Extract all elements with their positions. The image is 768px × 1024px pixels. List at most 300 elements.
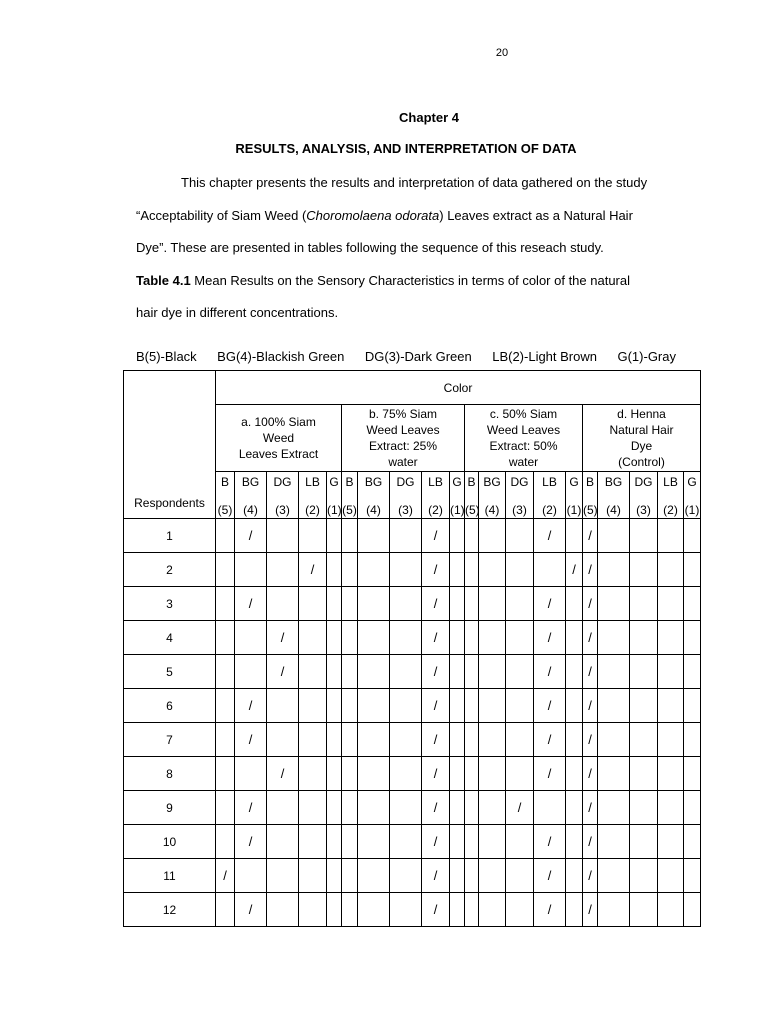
subcolumn-header: [358, 472, 390, 519]
check-mark: /: [310, 562, 315, 577]
rating-cell: [598, 689, 630, 723]
rating-cell: [658, 757, 684, 791]
rating-cell: [566, 587, 583, 621]
subcolumn-header: [299, 472, 327, 519]
rating-cell: [450, 825, 465, 859]
rating-cell: [630, 893, 658, 927]
rating-cell: [465, 757, 479, 791]
subcolumn-label: DG: [396, 475, 415, 489]
subcolumn-label: LB: [428, 475, 443, 489]
rating-cell: [465, 587, 479, 621]
rating-cell: [658, 689, 684, 723]
rating-cell: [598, 859, 630, 893]
subcolumn-value: (5): [342, 503, 357, 517]
rating-cell: [327, 621, 342, 655]
page-number: 20: [495, 47, 509, 59]
subcolumn-label: BG: [241, 475, 260, 489]
rating-cell: [342, 825, 358, 859]
rating-cell: [465, 655, 479, 689]
check-mark: /: [517, 800, 522, 815]
subcolumn-value: (2): [305, 503, 320, 517]
rating-cell: [534, 791, 566, 825]
rating-cell: [684, 791, 701, 825]
subcolumn-label: BG: [483, 475, 501, 489]
check-mark: /: [588, 732, 592, 747]
subcolumn-label: DG: [634, 475, 653, 489]
check-mark: /: [547, 834, 552, 849]
rating-cell: [235, 621, 267, 655]
rating-cell: [658, 825, 684, 859]
rating-cell: [583, 893, 598, 927]
rating-cell: [583, 519, 598, 553]
rating-cell: [658, 519, 684, 553]
check-mark: /: [248, 800, 253, 815]
rating-cell: [450, 689, 465, 723]
check-mark: /: [588, 528, 592, 543]
group-header-line: Extract: 50%: [489, 439, 558, 453]
subcolumn-header: [566, 472, 583, 519]
rating-cell: [390, 519, 422, 553]
check-mark: /: [588, 630, 592, 645]
rating-cell: [327, 689, 342, 723]
rating-cell: [598, 825, 630, 859]
rating-cell: [422, 791, 450, 825]
rating-cell: [422, 553, 450, 587]
check-mark: /: [433, 698, 438, 713]
respondents-header: Respondents: [124, 371, 216, 519]
check-mark: /: [547, 528, 552, 543]
rating-cell: [235, 587, 267, 621]
rating-cell: [630, 621, 658, 655]
rating-cell: [479, 859, 506, 893]
subcolumn-value: (2): [542, 503, 557, 517]
rating-cell: [566, 825, 583, 859]
color-header: Color: [216, 371, 701, 405]
rating-cell: [658, 791, 684, 825]
rating-cell: [450, 587, 465, 621]
rating-cell: [630, 655, 658, 689]
rating-cell: [216, 655, 235, 689]
rating-cell: [216, 893, 235, 927]
subcolumn-label: LB: [663, 475, 678, 489]
rating-cell: [630, 791, 658, 825]
rating-cell: [684, 825, 701, 859]
respondent-number: 8: [124, 757, 216, 791]
rating-cell: [327, 553, 342, 587]
respondent-number: 11: [124, 859, 216, 893]
table-row: [124, 757, 701, 791]
subcolumn-header: [327, 472, 342, 519]
check-mark: /: [433, 902, 438, 917]
subcolumn-header: [684, 472, 701, 519]
rating-cell: [479, 723, 506, 757]
rating-cell: [684, 553, 701, 587]
group-header-line: c. 50% Siam: [489, 407, 558, 421]
table-caption-line-1: [136, 273, 676, 288]
table-row: [124, 689, 701, 723]
rating-cell: [390, 655, 422, 689]
group-header-line: Dye: [630, 439, 653, 453]
subcolumn-value: (5): [583, 503, 598, 517]
subcolumn-label: LB: [542, 475, 557, 489]
subcolumn-value: (3): [512, 503, 527, 517]
rating-cell: [422, 587, 450, 621]
subcolumn-label: B: [467, 475, 476, 489]
subcolumn-label: B: [585, 475, 594, 489]
rating-cell: [342, 791, 358, 825]
rating-cell: [216, 519, 235, 553]
rating-cell: [450, 655, 465, 689]
rating-cell: [465, 791, 479, 825]
table-row: [124, 791, 701, 825]
check-mark: /: [280, 766, 285, 781]
respondent-number: 4: [124, 621, 216, 655]
rating-cell: [598, 723, 630, 757]
rating-cell: [235, 689, 267, 723]
rating-cell: [216, 621, 235, 655]
subcolumn-header: [216, 472, 235, 519]
check-mark: /: [588, 664, 592, 679]
rating-cell: [422, 621, 450, 655]
rating-cell: [566, 689, 583, 723]
check-mark: /: [588, 766, 592, 781]
check-mark: /: [588, 562, 592, 577]
rating-cell: [566, 757, 583, 791]
rating-cell: [216, 791, 235, 825]
respondent-number: 3: [124, 587, 216, 621]
rating-cell: [658, 893, 684, 927]
check-mark: /: [588, 800, 592, 815]
subcolumn-header: [479, 472, 506, 519]
subcolumn-label: G: [452, 475, 462, 489]
rating-cell: [450, 893, 465, 927]
rating-cell: [327, 587, 342, 621]
rating-cell: [506, 723, 534, 757]
color-results-table: [123, 370, 701, 927]
rating-cell: [465, 859, 479, 893]
rating-cell: [506, 757, 534, 791]
group-header-line: Weed: [262, 431, 295, 445]
subcolumn-value: (4): [243, 503, 258, 517]
subcolumn-header: [267, 472, 299, 519]
subcolumn-label: DG: [510, 475, 529, 489]
rating-cell: [235, 553, 267, 587]
rating-cell: [422, 859, 450, 893]
rating-cell: [583, 723, 598, 757]
rating-cell: [450, 757, 465, 791]
rating-cell: [358, 519, 390, 553]
group-header-line: Weed Leaves: [486, 423, 561, 437]
rating-cell: [534, 553, 566, 587]
rating-cell: [299, 689, 327, 723]
rating-cell: [479, 621, 506, 655]
respondent-number: 9: [124, 791, 216, 825]
rating-cell: [216, 723, 235, 757]
rating-cell: [235, 723, 267, 757]
rating-cell: [390, 689, 422, 723]
rating-cell: [327, 519, 342, 553]
table-row: [124, 553, 701, 587]
rating-cell: [358, 621, 390, 655]
rating-cell: [235, 757, 267, 791]
legend-blackish-green: BG(4)-Blackish Green: [217, 349, 345, 364]
respondent-number: 1: [124, 519, 216, 553]
intro-line-1: [136, 175, 676, 190]
rating-cell: [216, 859, 235, 893]
rating-cell: [465, 621, 479, 655]
subcolumn-label: DG: [273, 475, 292, 489]
subcolumn-header: [342, 472, 358, 519]
rating-cell: [450, 519, 465, 553]
rating-cell: [450, 723, 465, 757]
chapter-title: Chapter 4: [399, 110, 459, 125]
table-row: [124, 825, 701, 859]
subcolumn-value: (1): [684, 503, 700, 517]
rating-cell: [630, 689, 658, 723]
rating-cell: [267, 893, 299, 927]
table-row: [124, 859, 701, 893]
rating-cell: [630, 553, 658, 587]
rating-cell: [235, 859, 267, 893]
check-mark: /: [248, 596, 253, 611]
rating-cell: [598, 791, 630, 825]
rating-cell: [684, 723, 701, 757]
rating-cell: [598, 553, 630, 587]
subcolumn-value: (5): [217, 503, 233, 517]
rating-cell: [342, 587, 358, 621]
check-mark: /: [572, 562, 576, 577]
check-mark: /: [588, 698, 592, 713]
rating-cell: [358, 859, 390, 893]
rating-cell: [342, 519, 358, 553]
rating-cell: [422, 519, 450, 553]
subcolumn-label: BG: [604, 475, 623, 489]
rating-cell: [299, 519, 327, 553]
subcolumn-value: (1): [566, 503, 582, 517]
rating-cell: [566, 723, 583, 757]
rating-cell: [450, 621, 465, 655]
rating-cell: [342, 689, 358, 723]
rating-cell: [506, 587, 534, 621]
rating-cell: [534, 893, 566, 927]
subcolumn-value: (4): [484, 503, 500, 517]
rating-cell: [598, 621, 630, 655]
respondent-number: 12: [124, 893, 216, 927]
subcolumn-label: G: [569, 475, 579, 489]
subcolumn-header: [506, 472, 534, 519]
rating-cell: [216, 825, 235, 859]
rating-cell: [506, 519, 534, 553]
rating-cell: [479, 587, 506, 621]
rating-cell: [327, 723, 342, 757]
intro-line-3: Dye”. These are presented in tables following the sequence of this reseach study.: [136, 240, 604, 255]
rating-cell: [422, 825, 450, 859]
group-header-line: Extract: 25%: [368, 439, 438, 453]
rating-cell: [216, 757, 235, 791]
subcolumn-value: (2): [663, 503, 678, 517]
rating-cell: [583, 655, 598, 689]
rating-cell: [422, 655, 450, 689]
rating-cell: [342, 553, 358, 587]
rating-cell: [299, 587, 327, 621]
rating-cell: [534, 757, 566, 791]
subcolumn-header: [422, 472, 450, 519]
rating-cell: [465, 825, 479, 859]
check-mark: /: [433, 528, 438, 543]
subcolumn-header: [630, 472, 658, 519]
rating-cell: [630, 519, 658, 553]
table-caption-text-2: hair dye in different concentrations.: [136, 305, 339, 320]
rating-cell: [299, 791, 327, 825]
rating-cell: [235, 655, 267, 689]
subcolumn-value: (4): [606, 503, 621, 517]
rating-cell: [358, 825, 390, 859]
table-row: [124, 587, 701, 621]
rating-cell: [506, 893, 534, 927]
check-mark: /: [588, 834, 592, 849]
check-mark: /: [280, 664, 285, 679]
group-header-line: (Control): [618, 455, 665, 469]
rating-cell: [583, 757, 598, 791]
rating-cell: [598, 655, 630, 689]
rating-cell: [583, 621, 598, 655]
check-mark: /: [433, 868, 438, 883]
subcolumn-header: [658, 472, 684, 519]
rating-cell: [390, 621, 422, 655]
rating-cell: [534, 859, 566, 893]
rating-cell: [327, 757, 342, 791]
rating-cell: [506, 655, 534, 689]
subcolumn-header: [450, 472, 465, 519]
table-caption-text-1: Mean Results on the Sensory Characteristics in terms of color of the natural: [190, 273, 630, 288]
group-header-line: water: [508, 455, 539, 469]
check-mark: /: [547, 732, 552, 747]
legend-black: B(5)-Black: [136, 349, 197, 364]
rating-cell: [479, 825, 506, 859]
check-mark: /: [280, 630, 285, 645]
rating-cell: [390, 893, 422, 927]
rating-cell: [534, 655, 566, 689]
subcolumn-label: G: [687, 475, 697, 489]
rating-cell: [684, 655, 701, 689]
rating-cell: [465, 519, 479, 553]
check-mark: /: [248, 902, 253, 917]
group-header-1: [342, 405, 465, 472]
rating-cell: [267, 553, 299, 587]
rating-cell: [422, 893, 450, 927]
rating-cell: [267, 689, 299, 723]
rating-cell: [267, 791, 299, 825]
check-mark: /: [433, 664, 438, 679]
rating-cell: [479, 519, 506, 553]
table-row: [124, 893, 701, 927]
rating-cell: [299, 723, 327, 757]
rating-cell: [327, 893, 342, 927]
rating-cell: [235, 893, 267, 927]
rating-cell: [342, 757, 358, 791]
rating-cell: [534, 621, 566, 655]
rating-cell: [267, 859, 299, 893]
rating-cell: [566, 519, 583, 553]
rating-cell: [566, 893, 583, 927]
check-mark: /: [547, 664, 552, 679]
group-header-line: water: [388, 455, 418, 469]
rating-cell: [479, 689, 506, 723]
rating-cell: [299, 893, 327, 927]
table-row: [124, 723, 701, 757]
rating-cell: [390, 859, 422, 893]
rating-cell: [342, 621, 358, 655]
check-mark: /: [547, 902, 552, 917]
rating-cell: [566, 859, 583, 893]
subcolumn-value: (5): [465, 503, 480, 517]
table-row: [124, 621, 701, 655]
rating-cell: [598, 519, 630, 553]
rating-cell: [216, 587, 235, 621]
rating-cell: [450, 553, 465, 587]
check-mark: /: [588, 868, 592, 883]
subcolumn-value: (1): [450, 503, 465, 517]
subcolumn-value: (2): [428, 503, 443, 517]
check-mark: /: [433, 596, 438, 611]
rating-cell: [583, 587, 598, 621]
check-mark: /: [588, 902, 592, 917]
rating-cell: [358, 655, 390, 689]
subcolumn-label: BG: [364, 475, 383, 489]
check-mark: /: [547, 698, 552, 713]
group-header-line: b. 75% Siam: [368, 407, 438, 421]
rating-cell: [267, 825, 299, 859]
check-mark: /: [433, 562, 438, 577]
check-mark: /: [433, 732, 438, 747]
rating-cell: [267, 587, 299, 621]
rating-cell: [267, 519, 299, 553]
rating-cell: [658, 859, 684, 893]
subcolumn-value: (3): [398, 503, 413, 517]
table-row: [124, 519, 701, 553]
rating-cell: [358, 893, 390, 927]
rating-cell: [342, 893, 358, 927]
check-mark: /: [547, 596, 552, 611]
group-header-3: [583, 405, 701, 472]
rating-cell: [684, 587, 701, 621]
rating-cell: [506, 553, 534, 587]
check-mark: /: [248, 528, 253, 543]
respondent-number: 5: [124, 655, 216, 689]
rating-cell: [358, 723, 390, 757]
subcolumn-header: [235, 472, 267, 519]
rating-cell: [267, 621, 299, 655]
check-mark: /: [547, 868, 552, 883]
rating-cell: [299, 825, 327, 859]
rating-cell: [684, 893, 701, 927]
rating-cell: [422, 723, 450, 757]
rating-cell: [390, 723, 422, 757]
rating-cell: [390, 825, 422, 859]
rating-cell: [583, 859, 598, 893]
rating-cell: [583, 791, 598, 825]
rating-cell: [566, 655, 583, 689]
rating-cell: [327, 791, 342, 825]
rating-cell: [390, 553, 422, 587]
respondent-number: 7: [124, 723, 216, 757]
rating-cell: [327, 825, 342, 859]
rating-cell: [216, 689, 235, 723]
check-mark: /: [588, 596, 592, 611]
table-row: [124, 655, 701, 689]
rating-cell: [299, 757, 327, 791]
intro-text-2a: “Acceptability of Siam Weed (: [136, 208, 307, 223]
